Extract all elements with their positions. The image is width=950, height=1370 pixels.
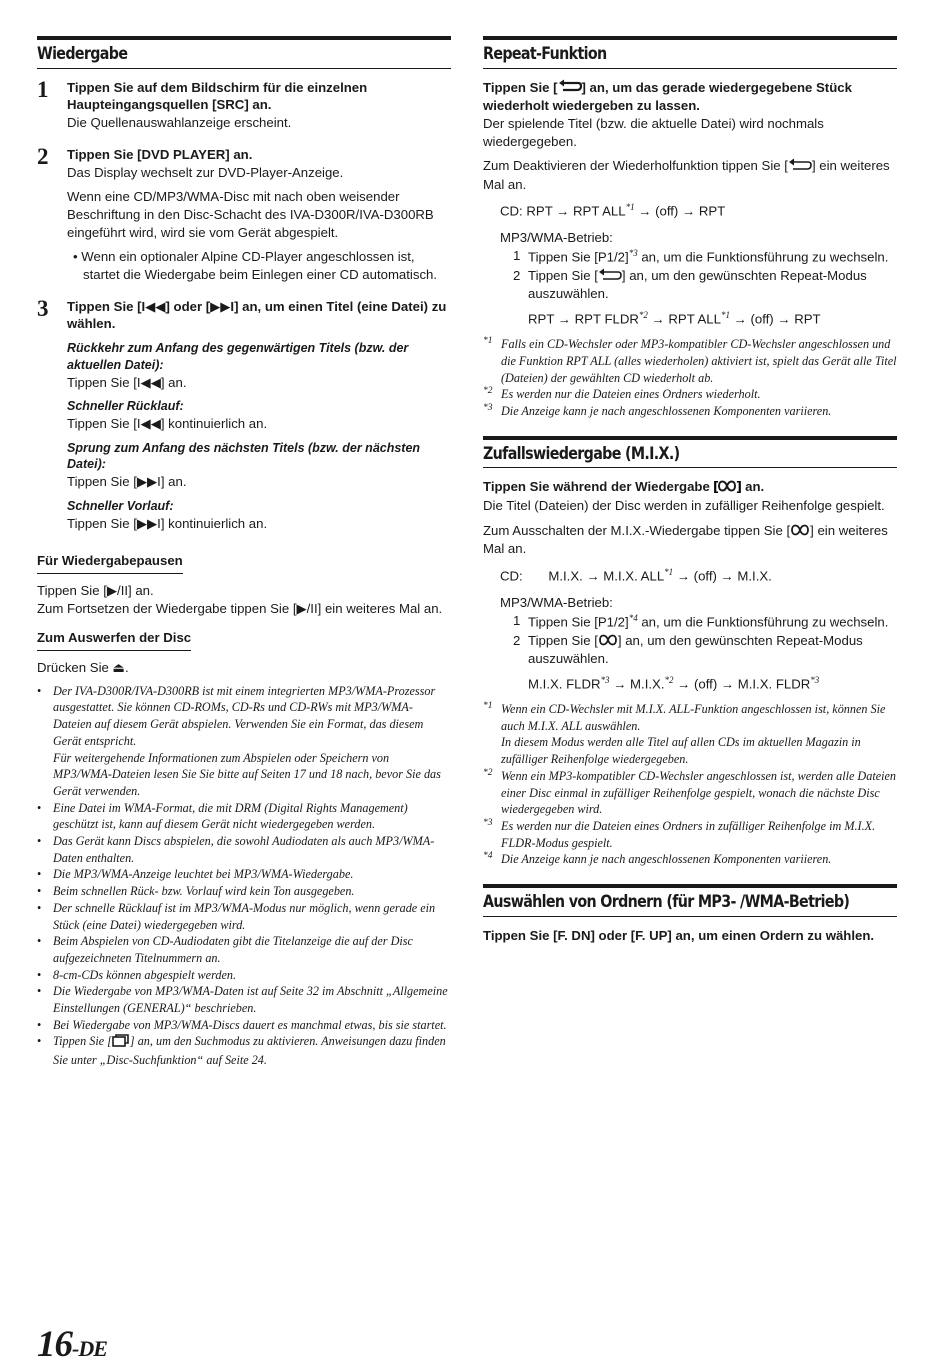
mix-description: Die Titel (Dateien) der Disc werden in zufälliger Reihenfolge gespielt. bbox=[483, 498, 885, 514]
repeat-icon bbox=[598, 268, 622, 286]
step-1 bbox=[37, 76, 451, 132]
subsection-title-eject: Zum Auswerfen der Disc bbox=[37, 629, 191, 651]
section-header-mix bbox=[483, 436, 897, 469]
step-2 bbox=[37, 143, 451, 284]
search-mode-icon bbox=[112, 1034, 130, 1052]
section-title: Zufallswiedergabe (M.I.X.) bbox=[483, 443, 680, 464]
repeat-icon bbox=[788, 158, 812, 176]
svg-text:[: [ bbox=[713, 479, 720, 495]
list-item: • Eine Datei im WMA-Format, die mit DRM (Digital Rights Management) geschützt ist, kann auf diesem Gerät nicht wiedergegeben werden. bbox=[37, 800, 451, 833]
mix-instruction: Tippen Sie während der Wiedergabe [ ] an. bbox=[483, 478, 897, 497]
page-number: 16-DE bbox=[37, 1324, 107, 1365]
mix-off-text: Zum Ausschalten der M.I.X.-Wiedergabe tippen Sie [ ] ein weiteres Mal an. bbox=[483, 523, 888, 557]
list-item: • Das Gerät kann Discs abspielen, die sowohl Audiodaten als auch MP3/WMA-Daten enthalten. bbox=[37, 833, 451, 866]
sub-text: Tippen Sie [I◀◀] an. bbox=[67, 374, 187, 390]
mix-mp3-mode bbox=[483, 594, 897, 693]
mode-label: MP3/WMA-Betrieb: bbox=[500, 595, 613, 611]
footnote: *3 Die Anzeige kann je nach angeschlossenen Komponenten variieren. bbox=[483, 403, 832, 419]
list-item: • Der IVA-D300R/IVA-D300RB ist mit einem integrierten MP3/WMA-Prozessor ausgestattet. Sie können CD-ROMs, CD-Rs und CD-RWs mit MP3/WMA-Dateien auf diesem Gerät abspielen. Verwenden Sie ein Format, das diesem Gerät entspricht. Für weitergehende Informationen zum Abspielen oder Speichern von MP3/WMA-Dateien lesen Sie Sie bitte auf Seiten 17 und 18 nach, bevor Sie das Gerät verwenden. bbox=[37, 683, 451, 800]
step-number: 2 bbox=[37, 143, 49, 169]
section-header-folder bbox=[483, 884, 897, 917]
sub-text: Tippen Sie [▶▶I] kontinuierlich an. bbox=[67, 515, 268, 531]
repeat-mp3-sequence: RPT → RPT $FLDR^{*2}$ → RPT $ALL^{*1} \to (off)$ → RPT bbox=[528, 310, 821, 327]
footnote: *2 Es werden nur die Dateien eines Ordners wiederholt. bbox=[483, 386, 761, 402]
list-item: 2 Tippen Sie [ ] an, um den gewünschten Repeat-Modus auszuwählen. bbox=[513, 632, 863, 667]
step-instruction: Tippen Sie auf dem Bildschirm für die einzelnen Haupteingangsquellen [SRC] an. bbox=[67, 79, 368, 113]
step-number: 1 bbox=[37, 76, 49, 102]
mode-label: MP3/WMA-Betrieb: bbox=[500, 230, 613, 246]
repeat-footnotes bbox=[483, 336, 897, 420]
list-item: • 8-cm-CDs können abgespielt werden. bbox=[37, 967, 451, 984]
step-3 bbox=[37, 295, 451, 533]
mix-footnotes bbox=[483, 701, 897, 868]
step-number: 3 bbox=[37, 295, 49, 321]
step-instruction: Tippen Sie [DVD PLAYER] an. bbox=[67, 146, 253, 162]
list-item: • Bei Wiedergabe von MP3/WMA-Discs dauert es manchmal etwas, bis sie startet. bbox=[37, 1017, 451, 1034]
section-header-repeat bbox=[483, 36, 897, 69]
section-title: Wiedergabe bbox=[37, 44, 128, 64]
list-item: • Die Wiedergabe von MP3/WMA-Daten ist auf Seite 32 im Abschnitt „Allgemeine Einstellungen (GENERAL)“ beschrieben. bbox=[37, 983, 451, 1016]
sub-heading: Sprung zum Anfang des nächsten Titels (bzw. der nächsten Datei): bbox=[67, 440, 421, 472]
section-title: Auswählen von Ordnern (für MP3- /WMA-Betrieb) bbox=[483, 892, 850, 913]
sub-text: Tippen Sie [I◀◀] kontinuierlich an. bbox=[67, 415, 268, 431]
repeat-description: Der spielende Titel (bzw. die aktuelle Datei) wird nochmals wiedergegeben. bbox=[483, 115, 824, 149]
list-item: • Die MP3/WMA-Anzeige leuchtet bei MP3/WMA-Wiedergabe. bbox=[37, 866, 451, 883]
folder-instruction: Tippen Sie [F. DN] oder [F. UP] an, um einen Ordern zu wählen. bbox=[483, 927, 875, 943]
subsection-title-pause: Für Wiedergabepausen bbox=[37, 552, 183, 574]
svg-text:]: ] bbox=[736, 479, 743, 495]
footnote: *2 Wenn ein MP3-kompatibler CD-Wechsler angeschlossen ist, werden alle Dateien einer Disc einmal in zufälliger Reihenfolge gespielt, wonach die nächste Disc wiedergegeben wird. bbox=[483, 767, 897, 817]
right-column bbox=[483, 36, 897, 945]
repeat-off-text: Zum Deaktivieren der Wiederholfunktion tippen Sie [ ] ein weiteres Mal an. bbox=[483, 158, 890, 192]
section-title: Repeat-Funktion bbox=[483, 44, 607, 64]
repeat-icon bbox=[558, 79, 582, 97]
list-item: 1 Tippen Sie $[P1/2]^{*3}$ an, um die Funktionsführung zu wechseln. bbox=[513, 248, 889, 265]
list-item: 1 Tippen Sie $[P1/2]^{*4}$ an, um die Funktionsführung zu wechseln. bbox=[513, 612, 889, 630]
list-item: • Tippen Sie [ ] an, um den Suchmodus zu aktivieren. Anweisungen dazu finden Sie unter „Disc-Suchfunktion“ auf Seite 24. bbox=[37, 1033, 451, 1068]
list-item: • Beim schnellen Rück- bzw. Vorlauf wird kein Ton ausgegeben. bbox=[37, 883, 451, 900]
footnote: *4 Die Anzeige kann je nach angeschlossenen Komponenten variieren. bbox=[483, 851, 832, 867]
mix-icon bbox=[790, 523, 810, 541]
resume-text: Zum Fortsetzen der Wiedergabe tippen Sie [▶/II] ein weiteres Mal an. bbox=[37, 600, 443, 616]
bullet-note: • Wenn ein optionaler Alpine CD-Player angeschlossen ist, startet die Wiedergabe beim Einlegen einer CD automatisch. bbox=[73, 249, 438, 282]
mix-mp3-sequence: M.I.X. $FLDR^{*3} \to M.I.X.^{*2} \to (off) \to M.I.X$. FLDR$^{*3}$ bbox=[528, 674, 820, 692]
footnote: *1 Wenn ein CD-Wechsler mit M.I.X. ALL-Funktion angeschlossen ist, können Sie auch M.I.X. ALL auswählen. In diesem Modus werden alle Titel auf allen CDs im aktuellen Magazin in zufälliger Reihenfolge wiedergegeben. bbox=[483, 701, 886, 767]
list-item: • Der schnelle Rücklauf ist im MP3/WMA-Modus nur möglich, wenn gerade ein Stück (eine Datei) wiedergegeben wird. bbox=[37, 900, 451, 933]
mix-icon bbox=[713, 479, 741, 498]
repeat-instruction: Tippen Sie [ ] an, um das gerade wiedergegebene Stück wiederholt wiedergeben zu lassen. bbox=[483, 79, 852, 114]
pause-text: Tippen Sie [▶/II] an. bbox=[37, 582, 154, 598]
footnote: *1 Falls ein CD-Wechsler oder MP3-kompatibler CD-Wechsler angeschlossen und die Funktion RPT ALL (alles wiederholen) aktiviert ist, spielt das Gerät alle Titel (Dateien) der gewählten CD wiederholt ab. bbox=[483, 336, 897, 385]
repeat-mp3-mode bbox=[483, 229, 897, 328]
mix-icon bbox=[598, 633, 618, 651]
step-description: Die Quellenauswahlanzeige erscheint. bbox=[67, 115, 292, 131]
footnote: *3 Es werden nur die Dateien eines Ordners in zufälliger Reihenfolge im M.I.X. FLDR-Modus gespielt. bbox=[483, 817, 876, 850]
section-header-wiedergabe bbox=[37, 36, 451, 69]
step-description: Wenn eine CD/MP3/WMA-Disc mit nach oben weisender Beschriftung in den Disc-Schacht des IVA-D300R/IVA-D300RB eingeführt wird, wird sie vom Gerät abgespielt. bbox=[67, 189, 434, 240]
step-instruction: Tippen Sie [I◀◀] oder [▶▶I] an, um einen Titel (eine Datei) zu wählen. bbox=[67, 298, 447, 332]
repeat-cd-sequence: CD: RPT → RPT $ALL^{*1} \to (off)$ → RPT bbox=[500, 202, 726, 219]
sub-heading: Schneller Rücklauf: bbox=[67, 399, 184, 414]
notes-list bbox=[37, 683, 451, 1069]
list-item: 2 Tippen Sie [ ] an, um den gewünschten Repeat-Modus auszuwählen. bbox=[513, 268, 867, 302]
left-column bbox=[37, 36, 451, 1068]
sub-heading: Rückkehr zum Anfang des gegenwärtigen Titels (bzw. der aktuellen Datei): bbox=[67, 341, 409, 372]
mix-cd-sequence: CD: M.I.X. → M.I.X. $ALL^{*1} \to (off) \to M.I.X$. bbox=[500, 567, 772, 584]
eject-text: Drücken Sie ⏏. bbox=[37, 660, 129, 676]
step-description: Das Display wechselt zur DVD-Player-Anzeige. bbox=[67, 164, 344, 180]
list-item: • Beim Abspielen von CD-Audiodaten gibt die Titelanzeige die auf der Disc aufgezeichneten Titelnummern an. bbox=[37, 933, 451, 966]
sub-heading: Schneller Vorlauf: bbox=[67, 498, 174, 513]
sub-text: Tippen Sie [▶▶I] an. bbox=[67, 474, 187, 490]
